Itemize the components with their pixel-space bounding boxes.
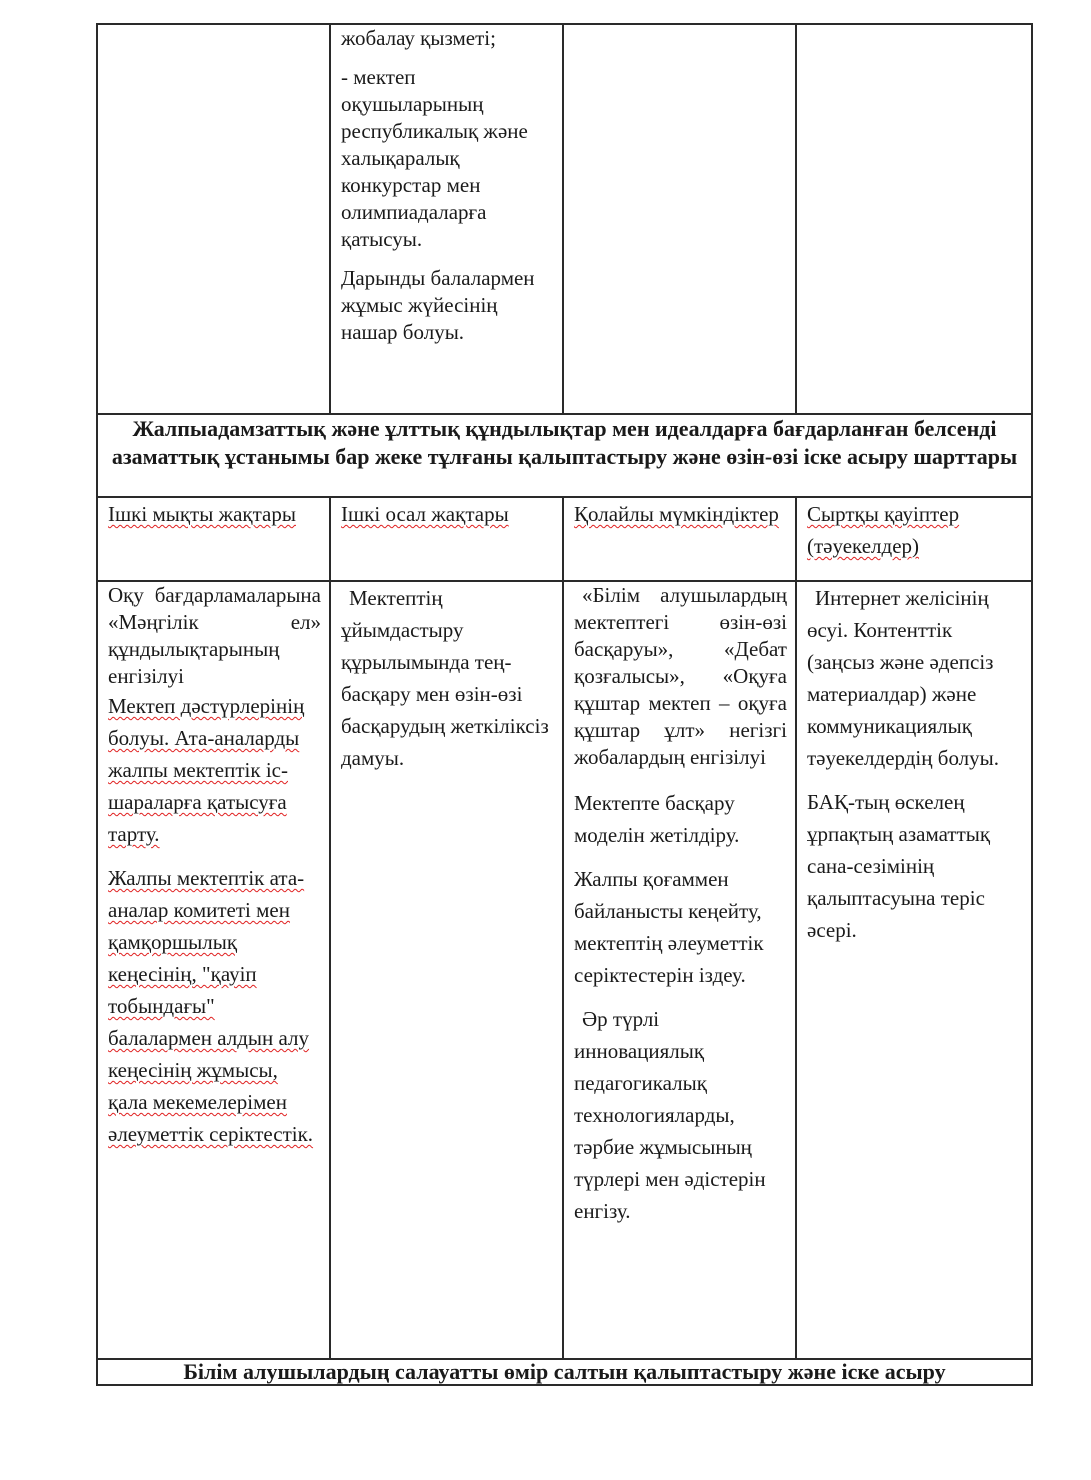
header-weaknesses: Ішкі осал жақтары <box>330 497 563 581</box>
opportunities-cell <box>563 581 796 1359</box>
weaknesses-text: Мектептің ұйымдастыру құрылымында тең-басқару мен өзін-өзі басқарудың жеткіліксіз дамуы. <box>341 586 549 770</box>
section-title-row <box>97 414 1032 497</box>
column-header-row <box>97 497 1032 581</box>
strengths-cell <box>97 581 330 1359</box>
swot-body-row <box>97 581 1032 1359</box>
opportunities-projects-text: «Білім алушылардың мектептегі өзін-өзі басқаруы», «Дебат қозғалысы», «Оқуға құштар мектеп – оқуға құштар ұлт» негізгі жобалардың енгізілуі <box>574 583 787 769</box>
strengths-traditions-text: Мектеп дәстүрлерінің болуы. Ата-аналарды жалпы мектептік іс-шараларға қатысуға тарту. <box>108 694 305 846</box>
continued-row <box>97 24 1032 414</box>
project-activity-text: жобалау қызметі; <box>341 26 496 50</box>
threats-cell <box>796 581 1032 1359</box>
next-section-title: Білім алушылардың салауатты өмір салтын қалыптастыру және іске асыру <box>97 1359 1032 1385</box>
gifted-children-weakness-text: Дарынды балалармен жұмыс жүйесінің нашар болуы. <box>341 266 535 344</box>
strengths-committee-text: Жалпы мектептік ата-аналар комитеті мен қамқоршылық кеңесінің, "қауіп тобындағы" балалармен алдын алу кеңесінің жұмысы, қала мекемелерімен әлеуметтік серіктестік. <box>108 866 314 1146</box>
header-opportunities: Қолайлы мүмкіндіктер <box>563 497 796 581</box>
continued-cell-2 <box>330 24 563 414</box>
header-strengths: Ішкі мықты жақтары <box>97 497 330 581</box>
section-title: Жалпыадамзаттық және ұлттық құндылықтар мен идеалдарға бағдарланған белсенді азаматтық ұстанымы бар жеке тұлғаны қалыптастыру және өзін-өзі іске асыру шарттары <box>97 414 1032 497</box>
continued-cell-1 <box>97 24 330 414</box>
opportunities-innovation-text: Әр түрлі инновациялық педагогикалық технологияларды, тәрбие жұмысының түрлері мен әдістерін енгізу. <box>574 1007 766 1223</box>
swot-table <box>96 23 1033 1386</box>
continued-cell-4 <box>796 24 1032 414</box>
next-section-row <box>97 1359 1032 1385</box>
olympiad-participation-text: - мектеп оқушыларының республикалық және халықаралық конкурстар мен олимпиадаларға қатысуы. <box>341 65 528 251</box>
threats-media-text: БАҚ-тың өскелең ұрпақтың азаматтық сана-сезімінің қалыптасуына теріс әсері. <box>807 790 991 942</box>
opportunities-management-text: Мектепте басқару моделін жетілдіру. <box>574 791 740 847</box>
continued-cell-3 <box>563 24 796 414</box>
strengths-curriculum-text: Оқу бағдарламаларына «Мәңгілік ел» құндылықтарының енгізілуі <box>108 583 321 688</box>
header-threats: Сыртқы қауіптер (тәуекелдер) <box>796 497 1032 581</box>
weaknesses-cell <box>330 581 563 1359</box>
threats-internet-text: Интернет желісінің өсуі. Контенттік (заңсыз және әдепсіз материалдар) және коммуникациялық тәуекелдердің болуы. <box>807 586 1000 770</box>
opportunities-society-text: Жалпы қоғаммен байланысты кеңейту, мектептің әлеуметтік серіктестерін іздеу. <box>574 867 764 987</box>
